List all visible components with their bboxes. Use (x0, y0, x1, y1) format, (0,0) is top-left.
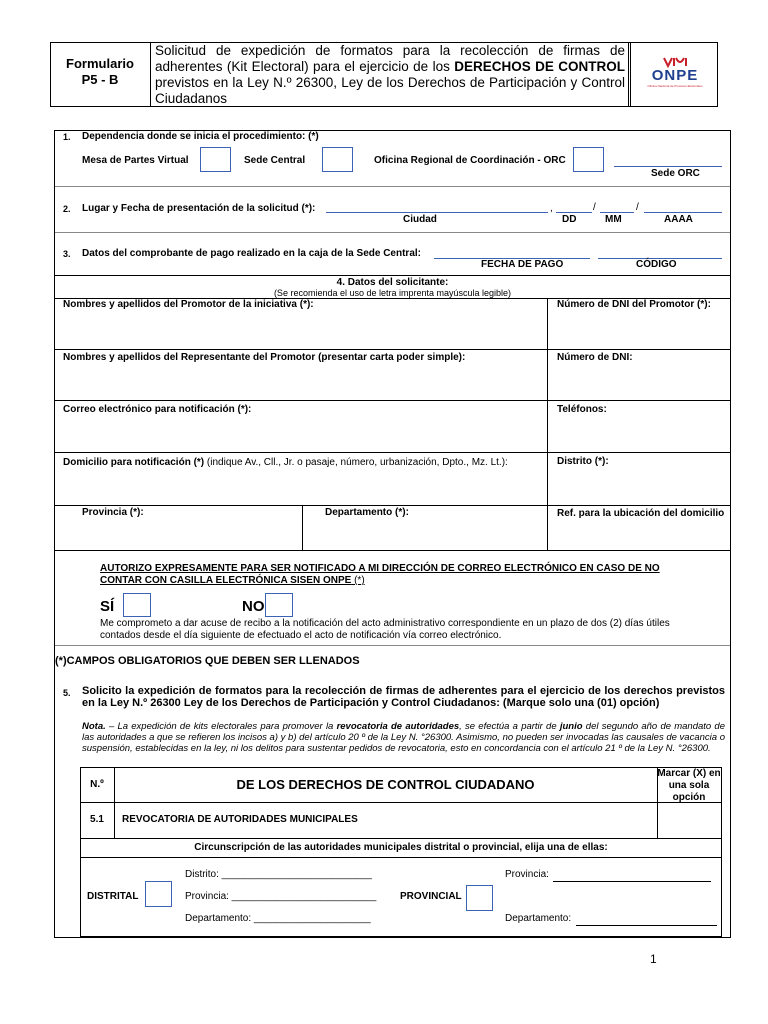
address-label-bold: Domicilio para notificación (*) (63, 457, 205, 468)
fecha-pago-label: FECHA DE PAGO (481, 259, 564, 270)
option-virtual-checkbox[interactable] (200, 147, 231, 172)
provincial-provincia-line[interactable] (553, 881, 711, 882)
section3-title: Datos del comprobante de pago realizado en la caja de la Sede Central: (82, 248, 421, 259)
note-b: revocatoria de autoridades (336, 721, 460, 732)
note-d: junio (559, 721, 583, 732)
si-label: SÍ (100, 598, 115, 615)
row-label: REVOCATORIA DE AUTORIDADES MUNICIPALES (122, 814, 358, 825)
page-number: 1 (650, 952, 657, 966)
si-checkbox[interactable] (123, 593, 151, 617)
form-label-line2: P5 - B (81, 72, 119, 87)
section2-number: 2. (63, 204, 71, 214)
yyyy-line[interactable] (644, 212, 722, 213)
s4-row-line-2 (55, 400, 730, 401)
divider-3 (55, 275, 730, 276)
header-divider-1 (150, 42, 151, 107)
form-label (52, 56, 148, 88)
option-central-label: Sede Central (244, 155, 306, 166)
table-row-line-2 (80, 838, 722, 839)
section5-title: Solicito la expedición de formatos para la recolección de firmas de adherentes para el ejercicio de los derechos previstos en la Ley N.º 26300 Ley de los Derechos de Participación y Control Ciudadanos: (Marque solo una (01) opción) (82, 685, 725, 709)
mm-line[interactable] (600, 212, 634, 213)
ciudad-line[interactable] (326, 212, 548, 213)
table-row-line-1 (80, 802, 722, 803)
date-comma: , (550, 203, 553, 214)
title-part2: previstos en la Ley N.º 26300, Ley de los Derechos de Participación y Control Ciudadanos (155, 75, 625, 106)
s4-vsplit-1 (547, 298, 548, 550)
distrital-distrito-field[interactable]: Distrito: ___________________________ (185, 869, 372, 880)
authorization-asterisk: (*) (351, 575, 365, 586)
circumscription-title: Circunscripción de las autoridades municipales distrital o provincial, elija una de ellas: (194, 842, 608, 853)
distrito-label[interactable]: Distrito (*): (557, 456, 609, 467)
s4-vsplit-2 (302, 505, 303, 550)
authorization-text (100, 563, 700, 587)
promotor-name-label[interactable]: Nombres y apellidos del Promotor de la iniciativa (*): (63, 299, 314, 310)
distrital-checkbox[interactable] (145, 881, 172, 907)
address-label-rest: (indique Av., Cll., Jr. o pasaje, número, urbanización, Dpto., Mz. Lt.): (204, 457, 508, 468)
yyyy-label: AAAA (664, 214, 693, 225)
promotor-dni-label[interactable]: Número de DNI del Promotor (*): (557, 299, 711, 310)
provincial-label: PROVINCIAL (400, 891, 462, 902)
option-central-checkbox[interactable] (322, 147, 353, 172)
departamento-label[interactable]: Departamento (*): (325, 507, 409, 518)
s4-row-line-3 (55, 452, 730, 453)
note-e: del segundo año de mandato de las autoridades a que se refieren los incisos a) y b) del artículo 20 º de la Ley N. °26300. Asimismo, no pueden ser invocadas las causales de vacancia o suspensión, establecidas en la ley, ni los delitos para sustentar pedidos de revocatoria, esto en concordancia con el artículo 21 º de la Ley N. °26300. (82, 721, 725, 754)
dd-line[interactable] (556, 212, 592, 213)
provincial-departamento-label: Departamento: (505, 913, 572, 924)
no-label: NO (242, 598, 265, 615)
note-a: – La expedición de kits electorales para promover la (105, 721, 337, 732)
s4-row-line-4 (55, 505, 730, 506)
title-part1: Solicitud de expedición de formatos para la recolección de firmas de adherentes (Kit Electoral) para el ejercicio de los (155, 43, 625, 74)
option-orc-checkbox[interactable] (573, 147, 604, 172)
section5-note (82, 721, 725, 754)
sede-orc-line[interactable] (614, 166, 722, 167)
title-bold: DERECHOS DE CONTROL (454, 59, 625, 74)
s4-row-line-1 (55, 349, 730, 350)
logo-text: ONPE (651, 67, 699, 84)
rep-name-label[interactable]: Nombres y apellidos del Representante del Promotor (presentar carta poder simple): (63, 352, 466, 363)
section4-subtitle: (Se recomienda el uso de letra imprenta mayúscula legible) (273, 288, 512, 298)
section4-title: 4. Datos del solicitante: (336, 277, 449, 288)
divider-4 (55, 645, 730, 646)
provincial-departamento-line[interactable] (576, 925, 717, 926)
col-title-header: DE LOS DERECHOS DE CONTROL CIUDADANO (236, 777, 535, 792)
table-row-line-3 (80, 857, 722, 858)
row-number: 5.1 (90, 814, 104, 825)
ciudad-label: Ciudad (403, 214, 437, 225)
commitment-text: Me comprometo a dar acuse de recibo a la notificación del acto administrativo correspondiente en un plazo de dos (2) días útiles contados desde el día siguiente de efectuado el acto de notificación vía correo electrónico. (100, 618, 670, 641)
no-checkbox[interactable] (265, 593, 293, 617)
authorization-main: AUTORIZO EXPRESAMENTE PARA SER NOTIFICADO A MI DIRECCIÓN DE CORREO ELECTRÓNICO EN CASO DE NO CONTAR CON CASILLA ELECTRÓNICA SISEN ONPE (100, 563, 660, 586)
rep-dni-label[interactable]: Número de DNI: (557, 352, 633, 363)
distrital-departamento-field[interactable]: Departamento: _____________________ (185, 913, 371, 924)
logo-subtext: Oficina Nacional de Procesos Electorales (647, 84, 703, 88)
form-title (155, 43, 625, 107)
mm-label: MM (605, 214, 622, 225)
provincial-provincia-label: Provincia: (505, 869, 549, 880)
option-virtual-label: Mesa de Partes Virtual (82, 155, 189, 166)
provincial-checkbox[interactable] (466, 885, 493, 911)
ref-label[interactable]: Ref. para la ubicación del domicilio (557, 508, 725, 519)
email-label[interactable]: Correo electrónico para notificación (*): (63, 404, 252, 415)
phones-label[interactable]: Teléfonos: (557, 404, 607, 415)
provincia-label[interactable]: Provincia (*): (82, 507, 144, 518)
distrital-provincia-field[interactable]: Provincia: __________________________ (185, 891, 377, 902)
row-mark-cell[interactable] (658, 803, 721, 837)
address-label[interactable] (63, 457, 508, 469)
section1-number: 1. (63, 132, 71, 142)
codigo-label: CÓDIGO (636, 259, 677, 270)
note-label: Nota. (82, 721, 106, 732)
sede-orc-label: Sede ORC (651, 168, 700, 179)
col-no-header: N.º (90, 779, 104, 790)
note-c: , se efectúa a partir de (459, 721, 560, 732)
date-slash-1: / (593, 202, 596, 213)
required-note: (*)CAMPOS OBLIGATORIOS QUE DEBEN SER LLENADOS (55, 655, 360, 667)
date-slash-2: / (636, 202, 639, 213)
divider-2 (55, 232, 730, 233)
form-label-line1: Formulario (66, 56, 134, 71)
s4-bottom-line (55, 550, 730, 551)
section1-title: Dependencia donde se inicia el procedimiento: (*) (82, 131, 319, 142)
distrital-label: DISTRITAL (87, 891, 139, 902)
dd-label: DD (562, 214, 577, 225)
col-mark-header: Marcar (X) en una sola opción (657, 768, 721, 803)
section2-title: Lugar y Fecha de presentación de la solicitud (*): (82, 203, 316, 214)
divider-1 (55, 186, 730, 187)
section5-number: 5. (63, 688, 71, 698)
section3-number: 3. (63, 249, 71, 259)
onpe-logo (640, 56, 710, 96)
option-orc-label: Oficina Regional de Coordinación - ORC (374, 155, 566, 166)
